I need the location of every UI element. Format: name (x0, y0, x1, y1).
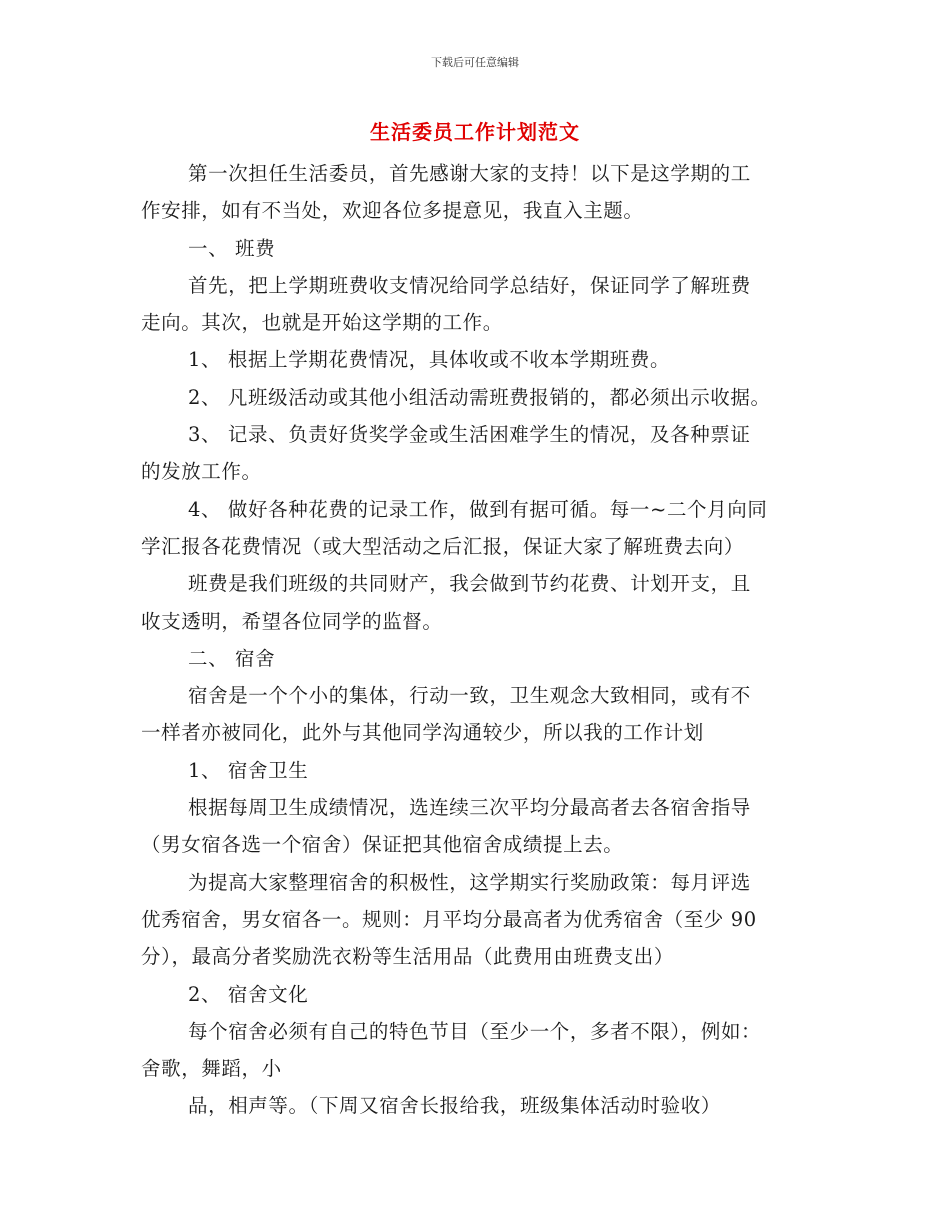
list-item: 3、 记录、负责好货奖学金或生活困难学生的情况，及各种票证 (188, 423, 751, 447)
list-item: 2、 凡班级活动或其他小组活动需班费报销的，都必须出示收据。 (188, 385, 771, 409)
body-line: 首先，把上学期班费收支情况给同学总结好，保证同学了解班费 (188, 273, 751, 297)
body-line: 一样者亦被同化，此外与其他同学沟通较少，所以我的工作计划 (141, 721, 704, 745)
body-line: 宿舍是一个个小的集体，行动一致，卫生观念大致相同，或有不 (188, 684, 751, 708)
body-line: 班费是我们班级的共同财产，我会做到节约花费、计划开支，且 (188, 572, 751, 596)
body-line: 作安排，如有不当处，欢迎各位多提意见，我直入主题。 (141, 199, 644, 223)
body-line: 第一次担任生活委员，首先感谢大家的支持！以下是这学期的工 (188, 162, 751, 185)
body-line: 优秀宿舍，男女宿各一。规则：月平均分最高者为优秀宿舍（至少 90 (141, 907, 757, 931)
subsection-heading: 2、 宿舍文化 (188, 982, 309, 1006)
body-line: 品，相声等。（下周又宿舍长报给我，班级集体活动时验收） (188, 1094, 721, 1118)
list-item: 4、 做好各种花费的记录工作，做到有据可循。每一~二个月向同 (188, 497, 768, 521)
header-note: 下载后可任意编辑 (431, 56, 519, 69)
section-heading: 一、 班费 (188, 236, 276, 260)
body-line: 的发放工作。 (141, 460, 262, 484)
list-item: 1、 根据上学期花费情况，具体收或不收本学期班费。 (188, 348, 671, 372)
body-line: 学汇报各花费情况（或大型活动之后汇报，保证大家了解班费去向） (141, 534, 745, 558)
body-line: 每个宿舍必须有自己的特色节目（至少一个，多者不限），例如： (188, 1019, 762, 1043)
section-heading: 二、 宿舍 (188, 646, 276, 670)
document-body (141, 155, 813, 1125)
subsection-heading: 1、 宿舍卫生 (188, 758, 309, 782)
body-line: （男女宿各选一个宿舍）保证把其他宿舍成绩提上去。 (141, 833, 624, 857)
body-line: 舍歌，舞蹈，小 (141, 1057, 282, 1081)
body-line: 根据每周卫生成绩情况，选连续三次平均分最高者去各宿舍指导 (188, 796, 751, 820)
body-line: 为提高大家整理宿舍的积极性，这学期实行奖励政策：每月评选 (188, 870, 751, 894)
document-title: 生活委员工作计划范文 (370, 120, 580, 144)
body-line: 走向。其次，也就是开始这学期的工作。 (141, 311, 503, 335)
body-line: 收支透明，希望各位同学的监督。 (141, 609, 443, 633)
body-line: 分），最高分者奖励洗衣粉等生活用品（此费用由班费支出） (141, 945, 674, 969)
